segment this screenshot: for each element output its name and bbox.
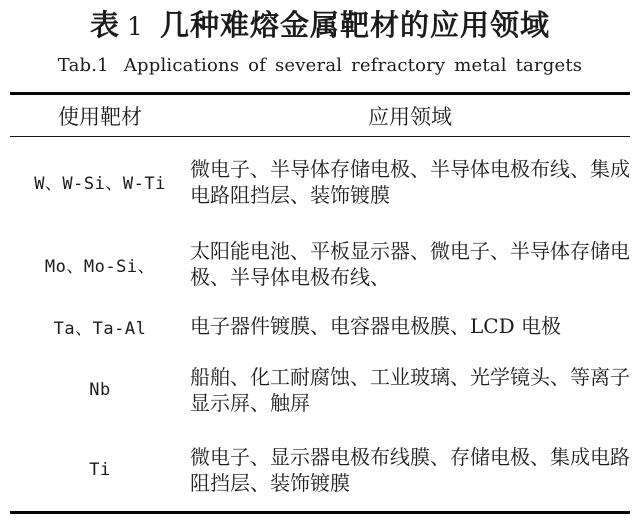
target-cell: Ta、Ta-Al xyxy=(53,318,147,339)
target-cell: Mo、Mo-Si、 xyxy=(44,256,156,277)
table-caption-en-title: Applications of several refractory metal targets xyxy=(123,55,583,76)
application-cell: 微电子、显示器电极布线膜、存储电极、集成电路阻挡层、装饰镀膜 xyxy=(190,444,630,495)
table-row xyxy=(10,302,630,351)
header-cell-application: 应用领域 xyxy=(190,94,630,137)
application-cell: 太阳能电池、平板显示器、微电子、半导体存储电极、半导体电极布线、 xyxy=(190,239,630,289)
header-cell-target: 使用靶材 xyxy=(10,94,190,137)
table-caption-zh-number: 1 xyxy=(127,12,144,41)
table-row xyxy=(10,429,630,513)
application-cell: 电子器件镀膜、电容器电极膜、LCD 电极 xyxy=(190,314,561,338)
paper-table-page xyxy=(0,7,640,531)
table-caption-zh-title: 几种难熔金属靶材的应用领域 xyxy=(159,8,550,42)
table-row xyxy=(10,137,630,227)
table-row xyxy=(10,351,630,429)
applications-table xyxy=(10,92,630,514)
table-caption-en xyxy=(0,55,640,77)
application-cell: 船舶、化工耐腐蚀、工业玻璃、光学镜头、等离子显示屏、触屏 xyxy=(190,364,630,415)
table-caption-en-label: Tab.1 xyxy=(57,55,109,76)
table-caption-zh-label: 表 xyxy=(90,8,121,42)
application-cell: 微电子、半导体存储电极、半导体电极布线、集成电路阻挡层、装饰镀膜 xyxy=(190,156,630,207)
table-header-row xyxy=(10,94,630,137)
target-cell: Nb xyxy=(89,379,111,400)
table-row xyxy=(10,227,630,302)
table-caption-zh xyxy=(0,7,640,45)
target-cell: Ti xyxy=(89,459,111,480)
target-cell: W、W-Si、W-Ti xyxy=(34,174,166,195)
